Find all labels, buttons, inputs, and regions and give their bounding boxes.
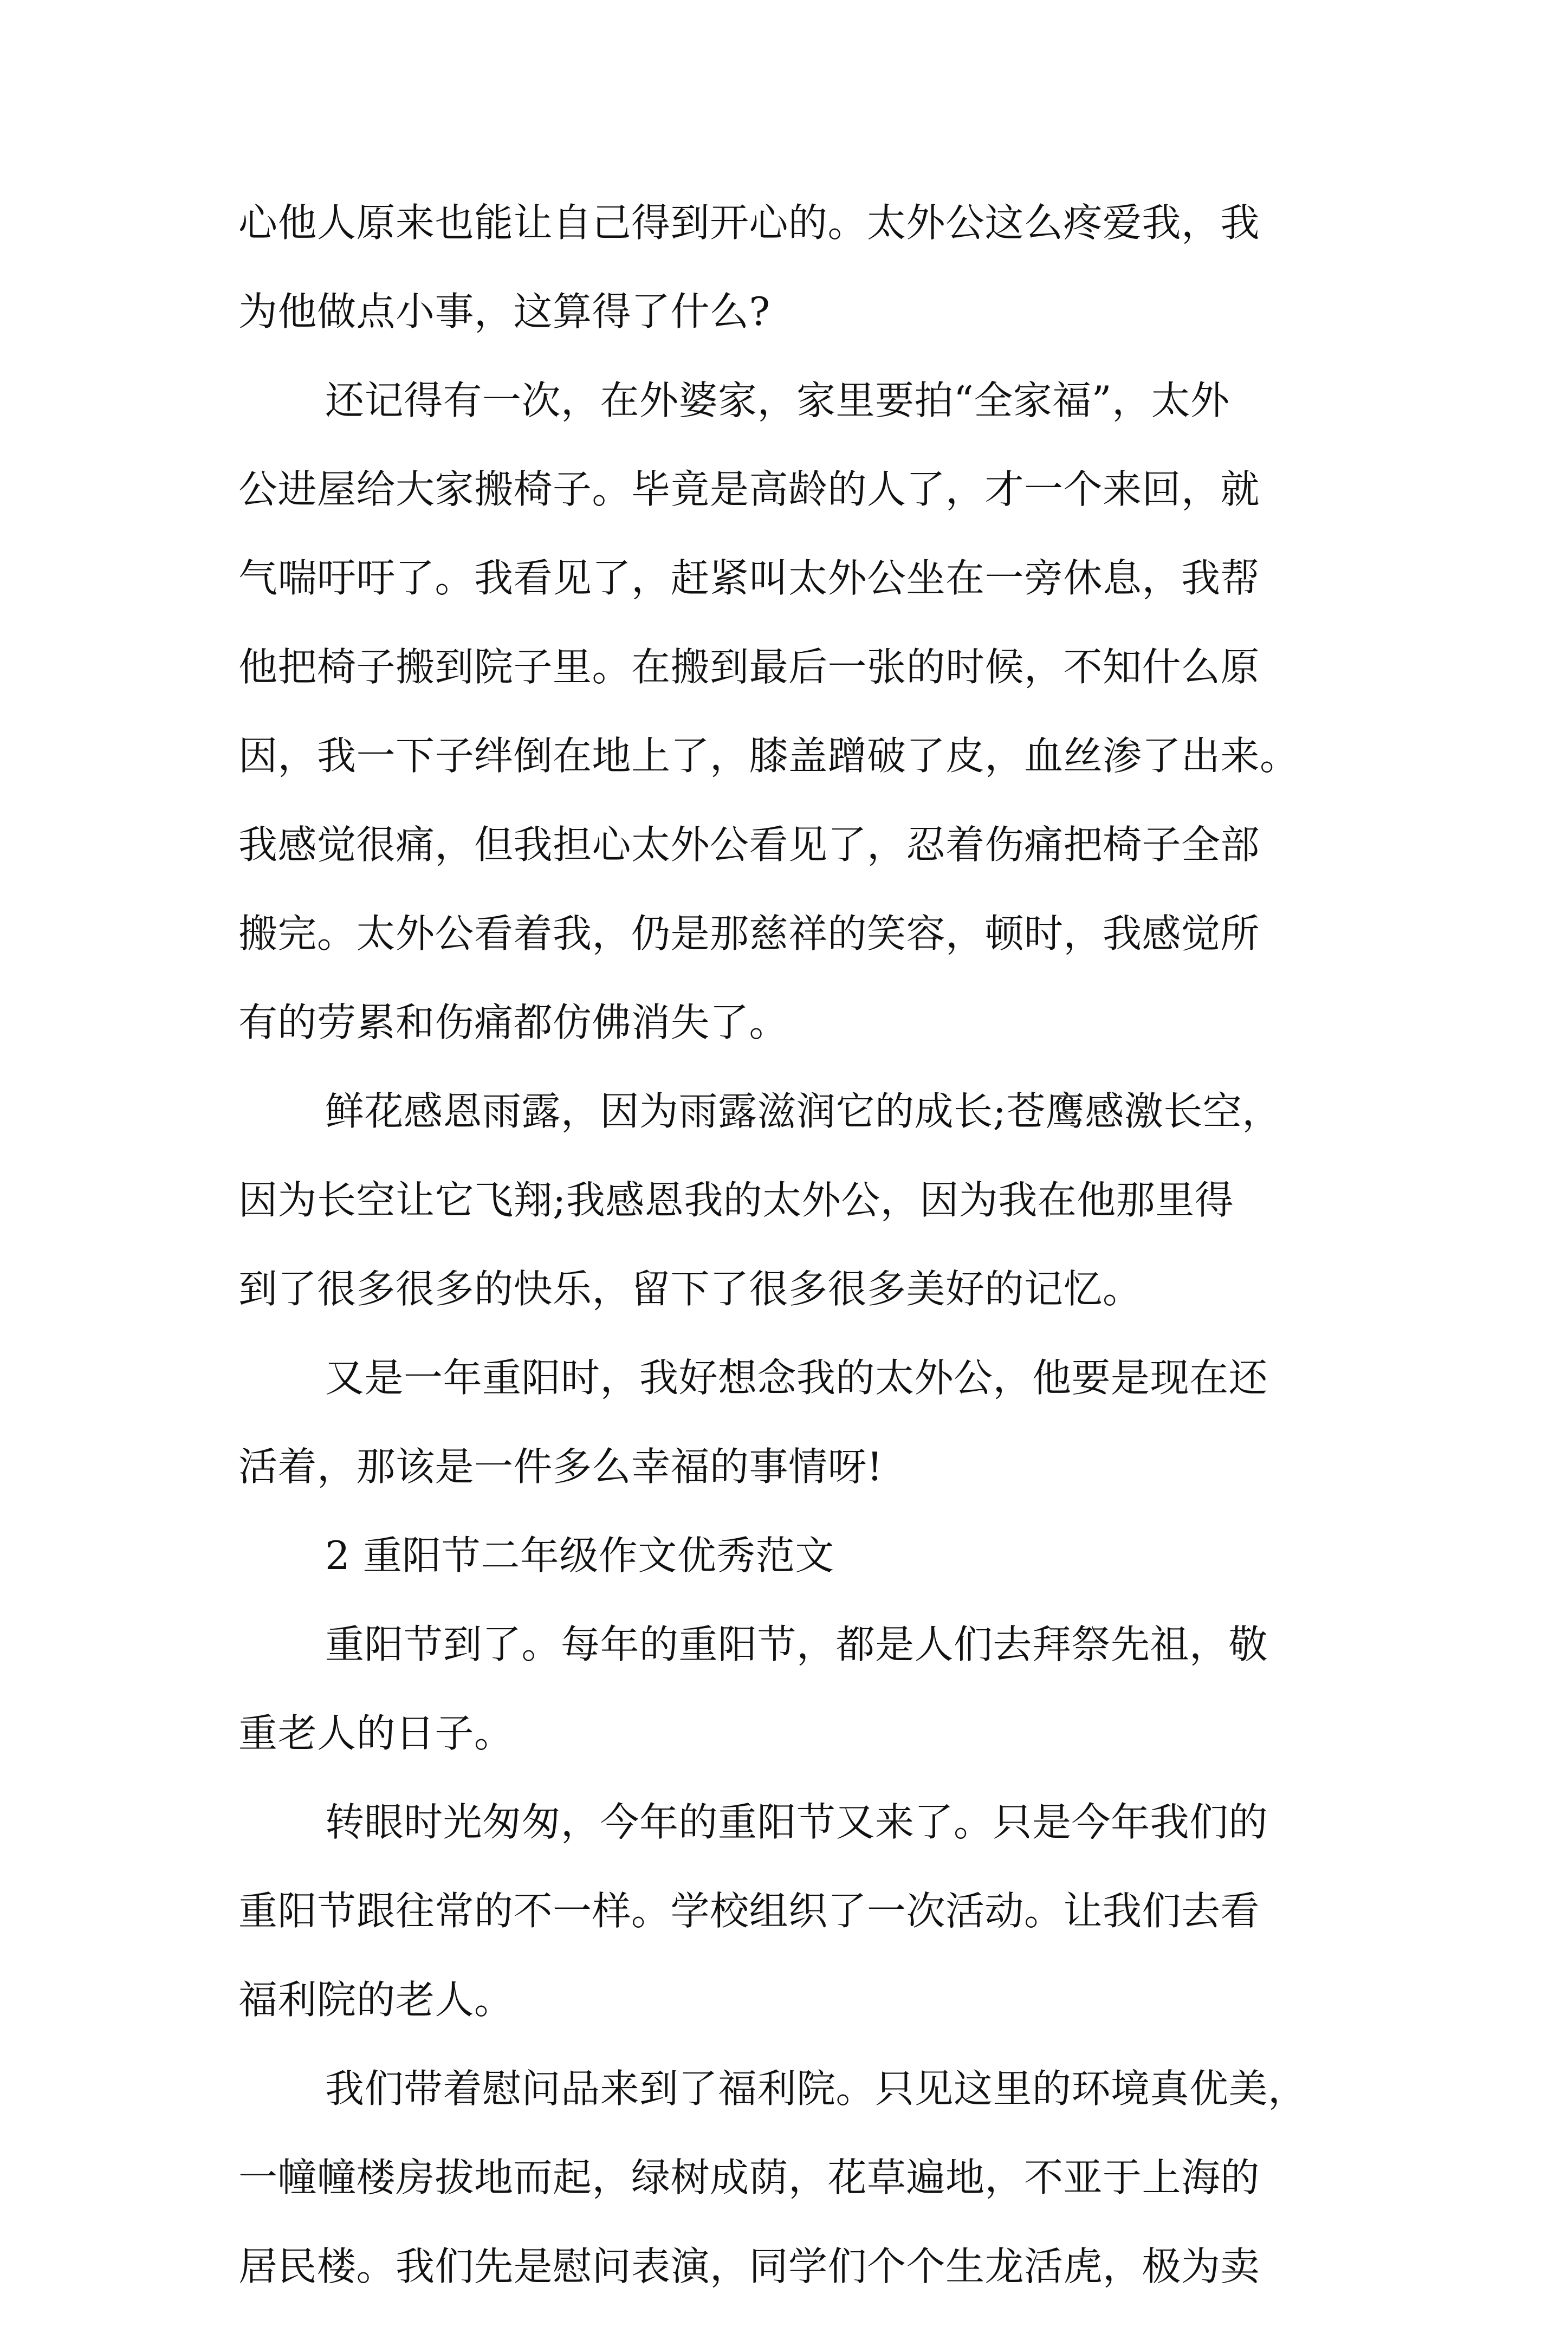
document-page xyxy=(238,200,1338,2333)
text-line: 福利院的老人。 xyxy=(238,1977,514,2023)
text-line: 公进屋给大家搬椅子。毕竟是高龄的人了，才一个来回，就 xyxy=(238,466,1260,512)
section-heading: 2 重阳节二年级作文优秀范文 xyxy=(325,1533,834,1578)
text-line: 居民楼。我们先是慰问表演，同学们个个生龙活虎，极为卖 xyxy=(238,2244,1260,2289)
text-line: 我感觉很痛，但我担心太外公看见了，忍着伤痛把椅子全部 xyxy=(238,822,1260,867)
text-line: 到了很多很多的快乐，留下了很多很多美好的记忆。 xyxy=(238,1266,1142,1312)
text-line: 搬完。太外公看着我，仍是那慈祥的笑容，顿时，我感觉所 xyxy=(238,911,1260,956)
text-line: 因，我一下子绊倒在地上了，膝盖蹭破了皮，血丝渗了出来。 xyxy=(238,733,1299,779)
text-line: 又是一年重阳时，我好想念我的太外公，他要是现在还 xyxy=(325,1355,1268,1401)
text-line: 鲜花感恩雨露，因为雨露滋润它的成长;苍鹰感激长空， xyxy=(325,1088,1281,1134)
text-line: 他把椅子搬到院子里。在搬到最后一张的时候，不知什么原 xyxy=(238,644,1260,690)
text-line: 心他人原来也能让自己得到开心的。太外公这么疼爱我，我 xyxy=(238,200,1260,245)
text-line: 我们带着慰问品来到了福利院。只见这里的环境真优美， xyxy=(325,2066,1307,2111)
text-line: 一幢幢楼房拔地而起，绿树成荫，花草遍地，不亚于上海的 xyxy=(238,2155,1260,2200)
text-line: 为他做点小事，这算得了什么? xyxy=(238,289,770,334)
text-line: 有的劳累和伤痛都仿佛消失了。 xyxy=(238,1000,789,1045)
text-line: 气喘吁吁了。我看见了，赶紧叫太外公坐在一旁休息，我帮 xyxy=(238,555,1260,601)
text-line: 因为长空让它飞翔;我感恩我的太外公，因为我在他那里得 xyxy=(238,1177,1234,1223)
text-line: 重老人的日子。 xyxy=(238,1710,514,1756)
text-line: 转眼时光匆匆，今年的重阳节又来了。只是今年我们的 xyxy=(325,1799,1268,1845)
text-line: 重阳节跟往常的不一样。学校组织了一次活动。让我们去看 xyxy=(238,1888,1260,1934)
text-line: 重阳节到了。每年的重阳节，都是人们去拜祭先祖，敬 xyxy=(325,1622,1268,1667)
text-line: 活着，那该是一件多么幸福的事情呀! xyxy=(238,1444,883,1489)
text-line: 还记得有一次，在外婆家，家里要拍“全家福”，太外 xyxy=(325,378,1230,423)
